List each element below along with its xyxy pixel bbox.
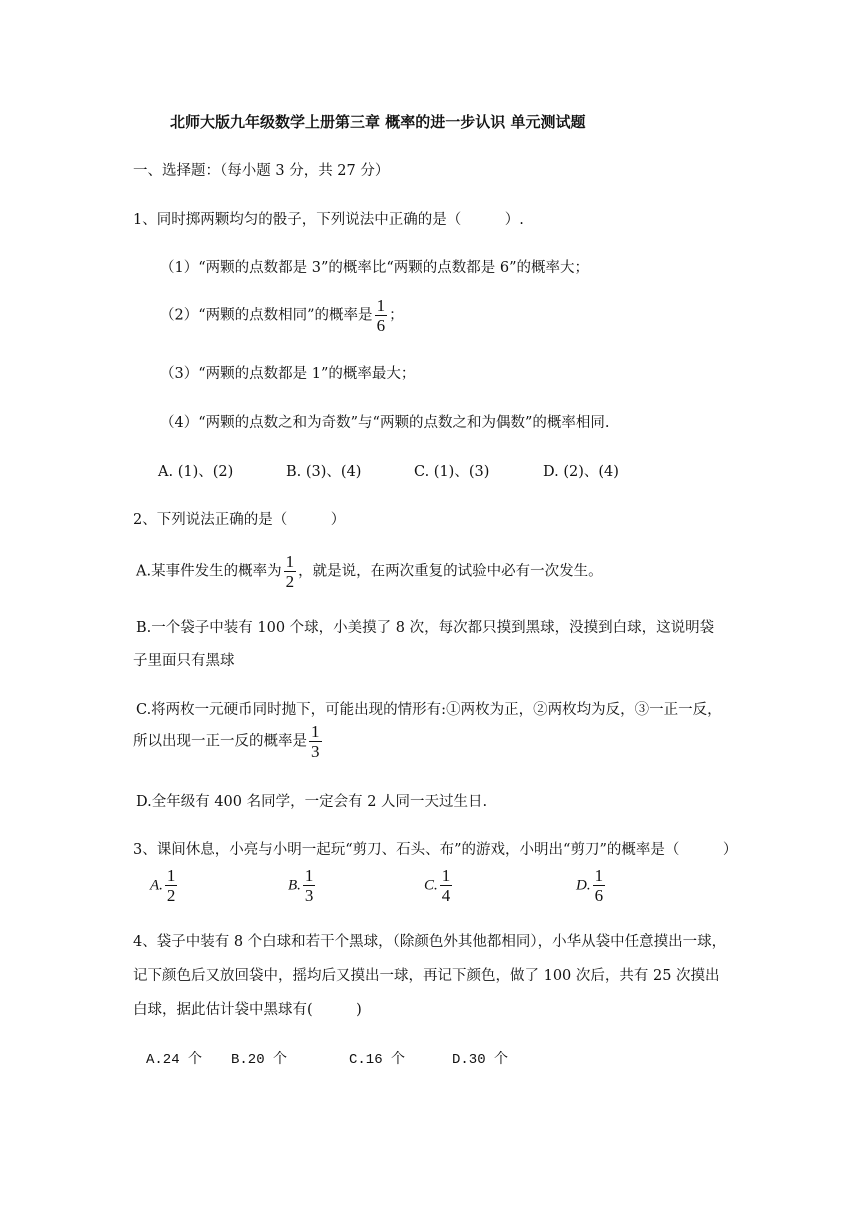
fraction-denominator: 3 <box>304 886 314 905</box>
q4-option-c: C.16 个 <box>349 1052 406 1068</box>
q2-a-fraction <box>284 552 297 591</box>
option-letter: A. <box>150 877 163 894</box>
option-fraction <box>303 866 316 905</box>
q1-stem: 1、同时掷两颗均匀的骰子，下列说法中正确的是（ ）. <box>133 212 524 228</box>
q1-statement-1: （1）“两颗的点数都是 3”的概率比“两颗的点数都是 6”的概率大； <box>160 260 590 276</box>
q2-option-a-end: ，就是说，在两次重复的试验中必有一次发生。 <box>298 563 603 580</box>
q1-fraction <box>375 296 388 335</box>
q2-option-d: D.全年级有 400 名同学，一定会有 2 人同一天过生日. <box>136 794 488 810</box>
q1-statement-2-end: ； <box>389 307 404 324</box>
q1-option-a: A. (1)、(2) <box>158 464 234 480</box>
option-letter: B. <box>288 877 301 894</box>
q3-stem: 3、课间休息，小亮与小明一起玩“剪刀、石头、布”的游戏，小明出“剪刀”的概率是（ ） <box>133 842 738 858</box>
q1-statement-3: （3）“两颗的点数都是 1”的概率最大； <box>160 366 416 382</box>
q2-c-fraction <box>309 722 322 761</box>
q1-option-b: B. (3)、(4) <box>286 464 362 480</box>
q2-option-c-text: 所以出现一正一反的概率是 <box>133 733 307 750</box>
fraction-denominator: 6 <box>594 886 604 905</box>
option-letter: D. <box>576 877 591 894</box>
q1-statement-2-text: （2）“两颗的点数相同”的概率是 <box>160 307 373 324</box>
q3-option-d <box>576 866 607 905</box>
q2-option-c-line2 <box>133 722 324 761</box>
option-fraction <box>593 866 606 905</box>
q2-option-a-text: A.某事件发生的概率为 <box>136 563 282 580</box>
q3-option-c <box>424 866 454 905</box>
fraction-numerator: 1 <box>285 552 295 571</box>
q4-line-2: 记下颜色后又放回袋中，摇均后又摸出一球，再记下颜色，做了 100 次后，共有 25 次摸出 <box>133 968 720 984</box>
fraction-denominator: 4 <box>441 886 451 905</box>
q4-option-d: D.30 个 <box>452 1052 509 1068</box>
q1-option-c: C. (1)、(3) <box>414 464 490 480</box>
option-fraction <box>165 866 178 905</box>
fraction-numerator: 1 <box>166 866 176 885</box>
q3-option-b <box>288 866 317 905</box>
option-fraction <box>440 866 453 905</box>
q1-statement-4: （4）“两颗的点数之和为奇数”与“两颗的点数之和为偶数”的概率相同. <box>160 415 610 431</box>
q4-line-1: 4、袋子中装有 8 个白球和若干个黑球，（除颜色外其他都相同），小华从袋中任意摸出一球， <box>133 934 727 950</box>
fraction-numerator: 1 <box>594 866 604 885</box>
q4-option-b: B.20 个 <box>231 1052 288 1068</box>
q4-line-3: 白球，据此估计袋中黑球有( ) <box>133 1002 362 1018</box>
section-heading: 一、选择题：（每小题 3 分，共 27 分） <box>133 163 390 179</box>
option-letter: C. <box>424 877 438 894</box>
q1-statement-2 <box>160 296 404 335</box>
fraction-numerator: 1 <box>304 866 314 885</box>
fraction-numerator: 1 <box>441 866 451 885</box>
q3-option-a <box>150 866 179 905</box>
q2-option-b-line2: 子里面只有黑球 <box>133 653 235 669</box>
page-title: 北师大版九年级数学上册第三章 概率的进一步认识 单元测试题 <box>170 113 586 131</box>
q2-option-a <box>136 552 603 591</box>
q2-option-c-line1: C.将两枚一元硬币同时抛下，可能出现的情形有:①两枚为正，②两枚均为反，③一正一反， <box>136 702 722 718</box>
q2-stem: 2、下列说法正确的是（ ） <box>133 512 346 528</box>
q1-option-d: D. (2)、(4) <box>543 464 619 480</box>
q2-option-b-line1: B.一个袋子中装有 100 个球，小美摸了 8 次，每次都只摸到黑球，没摸到白球，这说明袋 <box>136 620 715 636</box>
fraction-numerator: 1 <box>311 722 320 741</box>
fraction-denominator: 3 <box>311 742 320 761</box>
fraction-denominator: 2 <box>166 886 176 905</box>
fraction-denominator: 2 <box>285 572 295 591</box>
fraction-denominator: 6 <box>376 316 386 335</box>
q4-option-a: A.24 个 <box>146 1052 203 1068</box>
fraction-numerator: 1 <box>376 296 386 315</box>
